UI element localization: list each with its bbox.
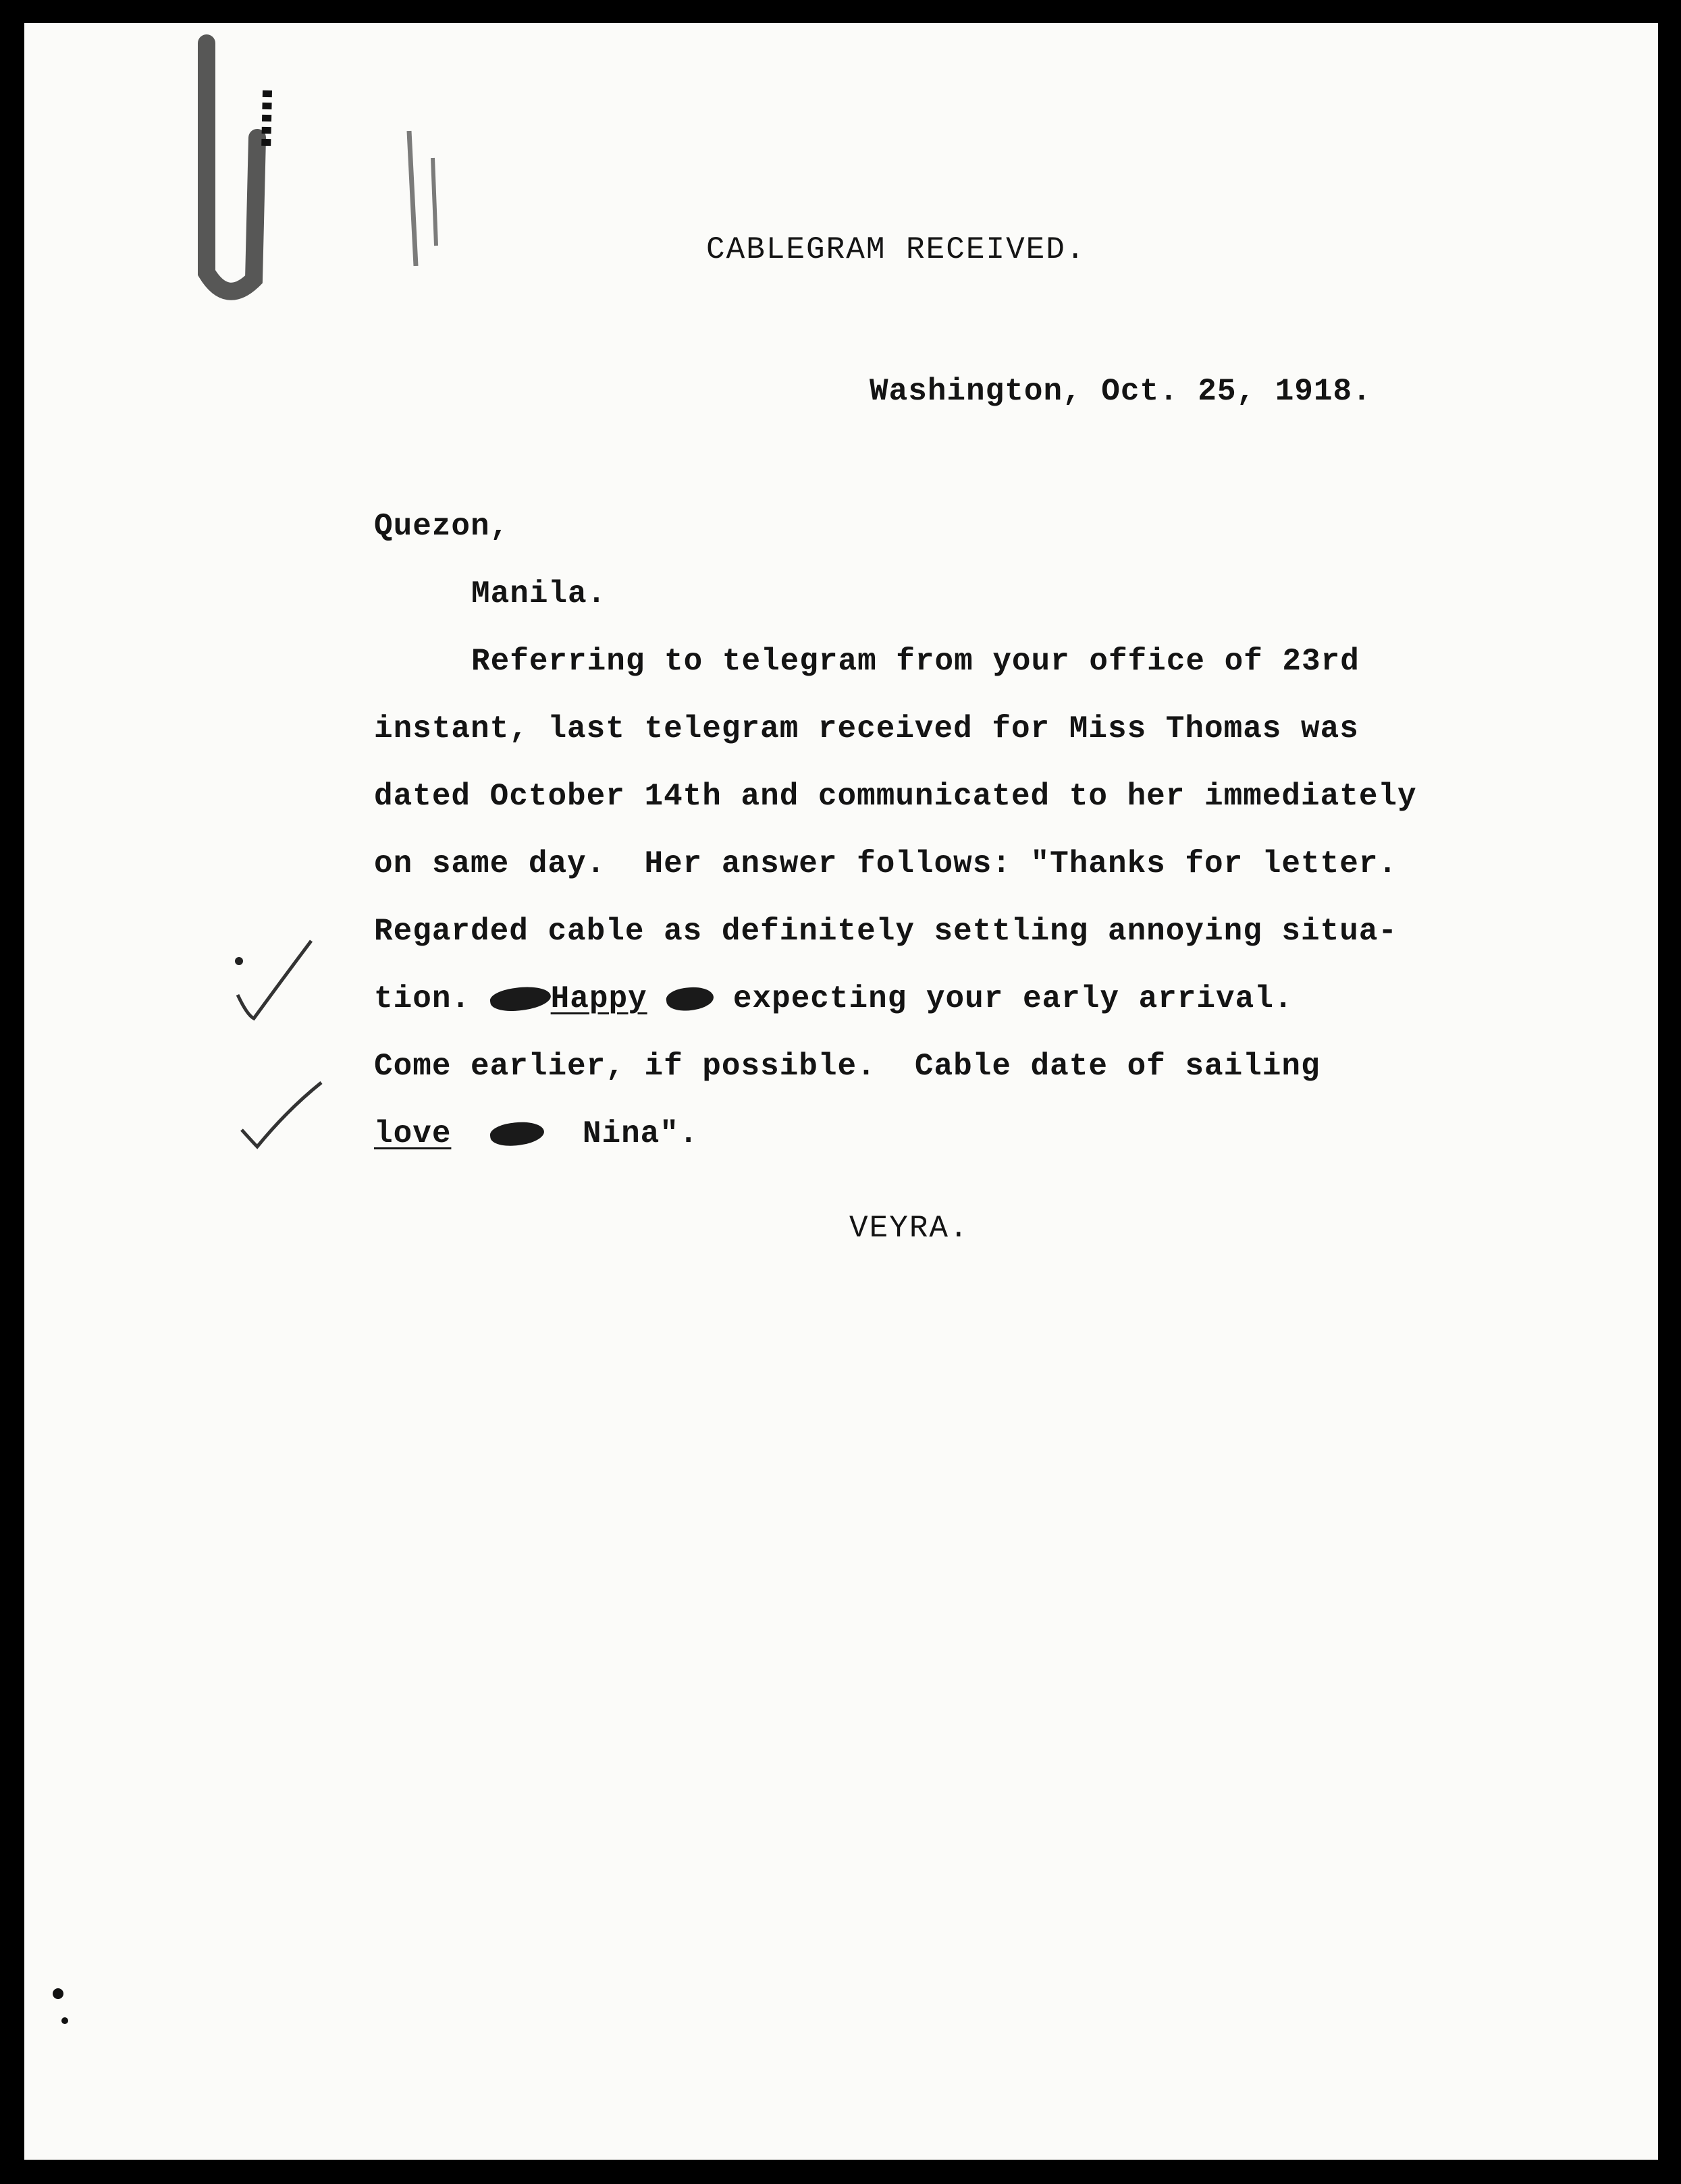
signature: VEYRA. [849, 1211, 969, 1246]
check-mark-1 [238, 941, 311, 1018]
paper-clip-dots [266, 90, 267, 151]
ink-blot [665, 984, 715, 1013]
body-line-4: on same day. Her answer follows: "Thanks for letter. [374, 846, 1398, 881]
body-line-2: instant, last telegram received for Miss Thomas was [374, 711, 1359, 746]
cablegram-title: CABLEGRAM RECEIVED. [706, 232, 1086, 267]
ink-blot [489, 1118, 545, 1149]
ink-blot [489, 983, 552, 1014]
body-line-1: Referring to telegram from your office of 23rd [471, 644, 1360, 679]
line6-end: expecting your early arrival. [732, 981, 1293, 1016]
addressee: Quezon, [374, 509, 510, 544]
word-happy: Happy [550, 981, 647, 1016]
body-line-5: Regarded cable as definitely settling annoying situa- [374, 914, 1398, 949]
dateline: Washington, Oct. 25, 1918. [870, 374, 1372, 409]
pencil-stroke-2 [433, 158, 436, 246]
line6-start: tion. [374, 981, 471, 1016]
handwritten-marks [24, 23, 1658, 2160]
location: Manila. [471, 576, 607, 611]
body-line-7: Come earlier, if possible. Cable date of sailing [374, 1049, 1320, 1084]
word-love: love [374, 1116, 452, 1151]
document-page [24, 23, 1658, 2160]
paper-clip-mark [207, 43, 257, 292]
body-line-6 [374, 981, 1293, 1016]
body-line-8 [374, 1116, 699, 1151]
line8-end: Nina". [582, 1116, 699, 1151]
check-mark-2 [242, 1083, 321, 1147]
pencil-stroke-1 [409, 131, 416, 266]
ink-dot [235, 957, 243, 965]
body-line-3: dated October 14th and communicated to her immediately [374, 779, 1417, 814]
